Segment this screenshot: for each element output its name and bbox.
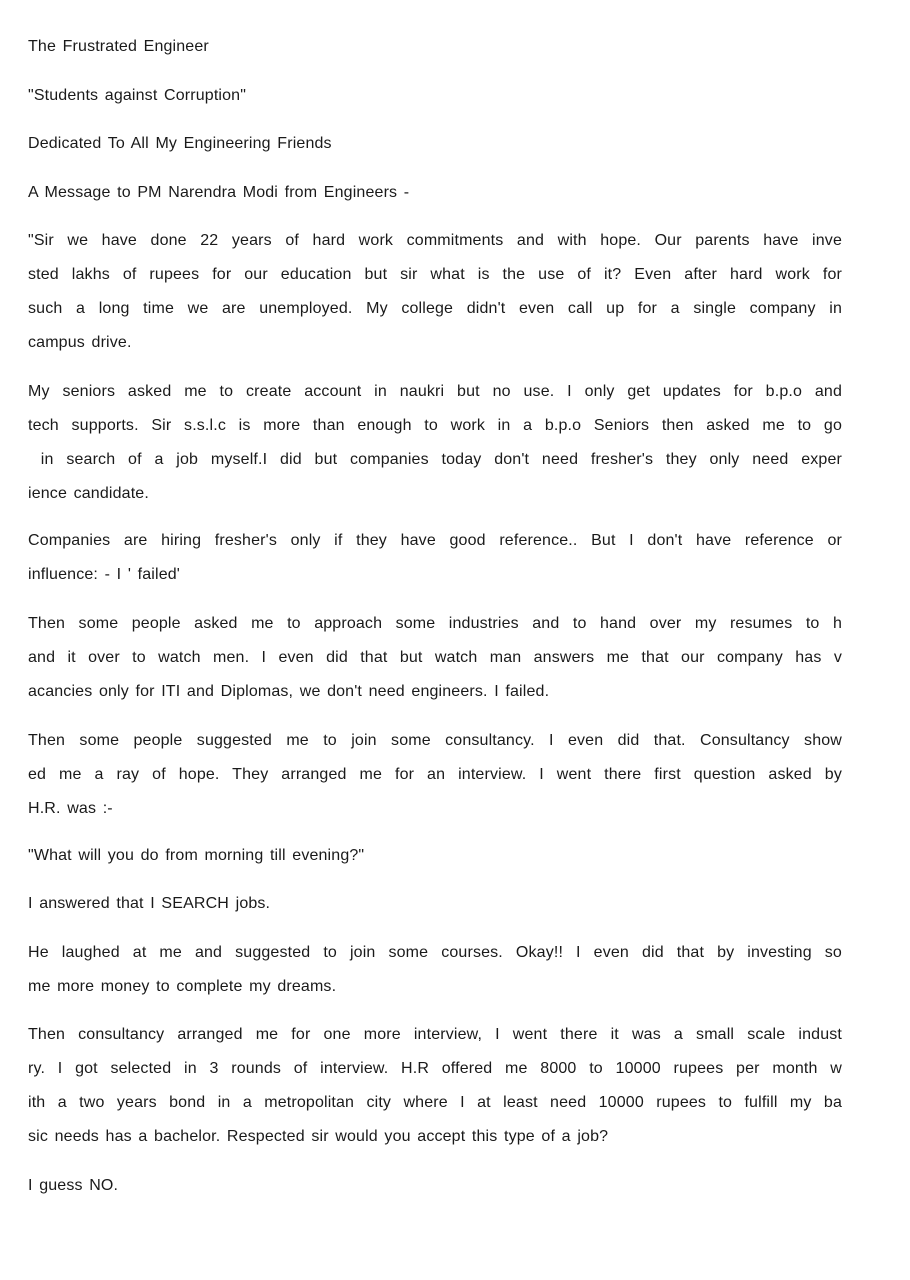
paragraph-line: Companies are hiring fresher's only if they have good reference.. But I don't have reference or: [28, 532, 842, 549]
paragraph-5: [28, 731, 842, 833]
paragraph-line: ry. I got selected in 3 rounds of interview. H.R offered me 8000 to 10000 rupees per month w: [28, 1060, 842, 1077]
paragraph-line: acancies only for ITI and Diplomas, we don't need engineers. I failed.: [28, 683, 550, 700]
paragraph-2: [28, 382, 842, 518]
document-subtitle: "Students against Corruption": [28, 87, 247, 104]
paragraph-4: [28, 614, 842, 716]
paragraph-9: [28, 1025, 842, 1161]
closing-line: I guess NO.: [28, 1177, 119, 1194]
paragraph-line: sic needs has a bachelor. Respected sir would you accept this type of a job?: [28, 1128, 609, 1145]
paragraph-line: tech supports. Sir s.s.l.c is more than enough to work in a b.p.o Seniors then asked me to go: [28, 417, 842, 434]
paragraph-line: ith a two years bond in a metropolitan city where I at least need 10000 rupees to fulfill my ba: [28, 1094, 842, 1111]
paragraph-line: ed me a ray of hope. They arranged me for an interview. I went there first question asked by: [28, 766, 842, 783]
paragraph-line: such a long time we are unemployed. My college didn't even call up for a single company in: [28, 300, 842, 317]
message-heading: A Message to PM Narendra Modi from Engineers -: [28, 184, 410, 201]
paragraph-1: [28, 231, 842, 367]
hr-question: "What will you do from morning till evening?": [28, 847, 365, 864]
document-title: The Frustrated Engineer: [28, 38, 209, 55]
paragraph-line: Then some people suggested me to join some consultancy. I even did that. Consultancy show: [28, 732, 842, 749]
paragraph-line: Then consultancy arranged me for one more interview, I went there it was a small scale indust: [28, 1026, 842, 1043]
paragraph-line: campus drive.: [28, 334, 132, 351]
paragraph-line: ience candidate.: [28, 485, 149, 502]
paragraph-line: He laughed at me and suggested to join some courses. Okay!! I even did that by investing so: [28, 944, 842, 961]
paragraph-line: "Sir we have done 22 years of hard work commitments and with hope. Our parents have inve: [28, 232, 842, 249]
paragraph-line: and it over to watch men. I even did that but watch man answers me that our company has v: [28, 649, 842, 666]
paragraph-line: H.R. was :-: [28, 800, 113, 817]
paragraph-line: My seniors asked me to create account in naukri but no use. I only get updates for b.p.o and: [28, 383, 842, 400]
paragraph-line: Then some people asked me to approach some industries and to hand over my resumes to h: [28, 615, 842, 632]
paragraph-line: me more money to complete my dreams.: [28, 978, 337, 995]
paragraph-line: influence: - I ' failed': [28, 566, 181, 583]
paragraph-8: [28, 943, 842, 1011]
paragraph-line: in search of a job myself.I did but companies today don't need fresher's they only need exper: [28, 451, 842, 468]
answer-line: I answered that I SEARCH jobs.: [28, 895, 271, 912]
paragraph-3: [28, 531, 842, 599]
paragraph-line: sted lakhs of rupees for our education but sir what is the use of it? Even after hard work for: [28, 266, 842, 283]
dedication-line: Dedicated To All My Engineering Friends: [28, 135, 332, 152]
